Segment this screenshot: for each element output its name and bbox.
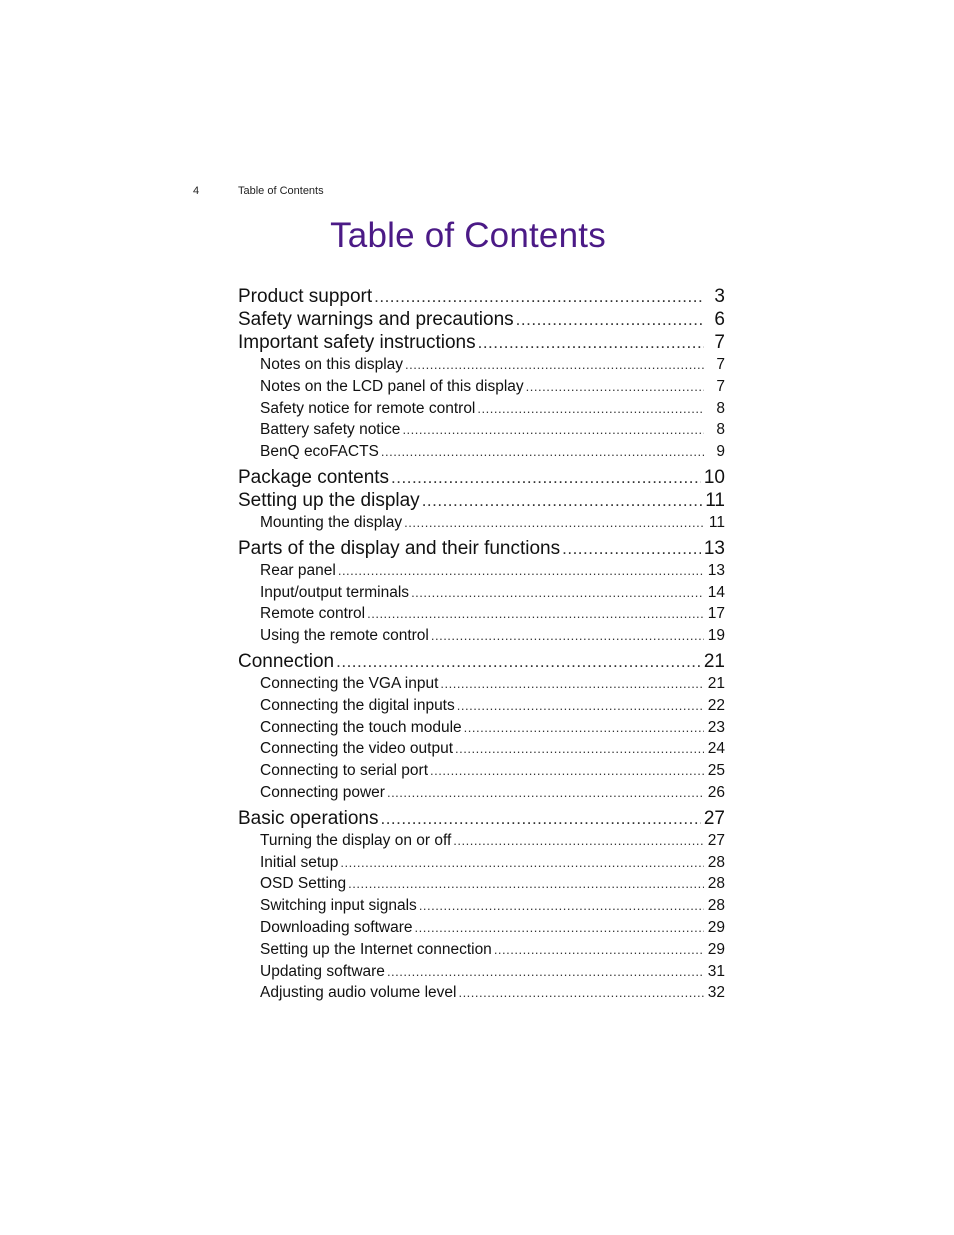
toc-entry-page-number: 26: [707, 783, 725, 801]
toc-leader-dots: [526, 376, 704, 398]
toc-section-entry[interactable]: [238, 939, 725, 961]
table-of-contents: [238, 285, 725, 1004]
running-header: [193, 184, 324, 198]
toc-entry-page-number: 10: [703, 466, 725, 488]
toc-section-entry[interactable]: [238, 582, 725, 604]
toc-entry-label: Downloading software: [260, 918, 413, 936]
toc-chapter-entry[interactable]: [238, 489, 725, 512]
toc-leader-dots: [367, 603, 704, 625]
toc-leader-dots: [387, 782, 704, 804]
toc-entry-label: Initial setup: [260, 853, 339, 871]
toc-entry-page-number: 31: [707, 962, 725, 980]
toc-entry-label: Rear panel: [260, 561, 336, 579]
toc-entry-page-number: 22: [707, 696, 725, 714]
toc-entry-label: Parts of the display and their functions: [238, 537, 561, 559]
toc-section-entry[interactable]: [238, 441, 725, 463]
toc-section-entry[interactable]: [238, 560, 725, 582]
toc-entry-page-number: 28: [707, 897, 725, 915]
toc-chapter-entry[interactable]: [238, 807, 725, 830]
toc-entry-label: Adjusting audio volume level: [260, 984, 457, 1002]
toc-entry-label: Safety notice for remote control: [260, 399, 476, 417]
toc-entry-page-number: 29: [707, 940, 725, 958]
toc-entry-label: Setting up the display: [238, 489, 420, 511]
toc-leader-dots: [453, 830, 704, 852]
toc-section-entry[interactable]: [238, 695, 725, 717]
toc-leader-dots: [494, 939, 704, 961]
toc-entry-page-number: 23: [707, 718, 725, 736]
toc-leader-dots: [419, 895, 704, 917]
toc-chapter-entry[interactable]: [238, 285, 725, 308]
toc-section-entry[interactable]: [238, 354, 725, 376]
toc-leader-dots: [402, 419, 704, 441]
toc-section-entry[interactable]: [238, 830, 725, 852]
toc-leader-dots: [411, 582, 704, 604]
toc-entry-page-number: 11: [705, 489, 725, 511]
toc-leader-dots: [338, 560, 704, 582]
toc-leader-dots: [340, 852, 704, 874]
toc-section-entry[interactable]: [238, 982, 725, 1004]
toc-entry-label: Turning the display on or off: [260, 831, 452, 849]
toc-chapter-entry[interactable]: [238, 650, 725, 673]
toc-chapter-entry[interactable]: [238, 308, 725, 331]
toc-entry-page-number: 7: [716, 377, 725, 395]
toc-section-entry[interactable]: [238, 782, 725, 804]
toc-leader-dots: [477, 398, 704, 420]
toc-leader-dots: [374, 285, 704, 308]
toc-section-entry[interactable]: [238, 717, 725, 739]
toc-section-entry[interactable]: [238, 917, 725, 939]
toc-entry-page-number: 8: [716, 399, 725, 417]
toc-section-entry[interactable]: [238, 512, 725, 534]
toc-section-entry[interactable]: [238, 603, 725, 625]
toc-entry-label: Product support: [238, 286, 373, 307]
toc-leader-dots: [422, 489, 703, 512]
toc-entry-label: Package contents: [238, 466, 390, 488]
toc-leader-dots: [455, 738, 704, 760]
header-page-number: 4: [193, 185, 200, 197]
toc-leader-dots: [405, 354, 704, 376]
toc-entry-label: Connecting the digital inputs: [260, 696, 455, 714]
toc-entry-label: Connecting the VGA input: [260, 674, 439, 692]
toc-entry-label: Notes on the LCD panel of this display: [260, 377, 524, 395]
toc-leader-dots: [464, 717, 704, 739]
header-running-title: Table of Contents: [238, 185, 324, 197]
toc-entry-page-number: 29: [707, 918, 725, 936]
toc-leader-dots: [380, 807, 700, 830]
toc-entry-page-number: 27: [703, 807, 725, 829]
toc-entry-label: Input/output terminals: [260, 583, 410, 601]
toc-entry-page-number: 28: [707, 853, 725, 871]
toc-entry-page-number: 14: [707, 583, 725, 601]
toc-entry-page-number: 32: [707, 984, 725, 1002]
toc-section-entry[interactable]: [238, 738, 725, 760]
toc-leader-dots: [387, 961, 704, 983]
toc-entry-page-number: 7: [716, 356, 725, 373]
toc-entry-label: Basic operations: [238, 807, 379, 829]
toc-entry-page-number: 11: [708, 513, 725, 531]
toc-leader-dots: [348, 873, 704, 895]
toc-entry-label: Connecting the video output: [260, 740, 454, 758]
toc-leader-dots: [562, 537, 701, 560]
toc-entry-page-number: 21: [707, 674, 725, 692]
toc-chapter-entry[interactable]: [238, 537, 725, 560]
toc-section-entry[interactable]: [238, 873, 725, 895]
toc-entry-label: Notes on this display: [260, 356, 404, 373]
toc-leader-dots: [430, 760, 704, 782]
toc-section-entry[interactable]: [238, 852, 725, 874]
toc-entry-page-number: 25: [707, 762, 725, 780]
toc-section-entry[interactable]: [238, 419, 725, 441]
toc-section-entry[interactable]: [238, 760, 725, 782]
toc-entry-page-number: 21: [703, 650, 725, 672]
toc-entry-page-number: 17: [707, 605, 725, 623]
toc-entry-page-number: 9: [716, 443, 725, 461]
toc-leader-dots: [457, 695, 704, 717]
toc-entry-label: BenQ ecoFACTS: [260, 443, 379, 461]
toc-leader-dots: [336, 650, 701, 673]
toc-entry-page-number: 19: [707, 627, 725, 645]
toc-section-entry[interactable]: [238, 398, 725, 420]
toc-entry-page-number: 27: [707, 831, 725, 849]
toc-entry-page-number: 3: [714, 286, 725, 307]
toc-entry-page-number: 6: [714, 309, 725, 330]
toc-entry-label: Switching input signals: [260, 897, 417, 915]
toc-entry-page-number: 13: [707, 561, 725, 579]
toc-entry-label: Important safety instructions: [238, 332, 476, 353]
toc-entry-label: Connecting to serial port: [260, 762, 429, 780]
toc-section-entry[interactable]: [238, 673, 725, 695]
toc-entry-label: Connecting power: [260, 783, 385, 801]
toc-leader-dots: [516, 308, 704, 331]
toc-leader-dots: [458, 982, 704, 1004]
toc-section-entry[interactable]: [238, 895, 725, 917]
toc-leader-dots: [431, 625, 704, 647]
toc-leader-dots: [478, 331, 704, 354]
toc-entry-page-number: 8: [716, 421, 725, 439]
toc-leader-dots: [391, 466, 701, 489]
toc-section-entry[interactable]: [238, 961, 725, 983]
toc-entry-label: Setting up the Internet connection: [260, 940, 492, 958]
toc-entry-page-number: 24: [707, 740, 725, 758]
toc-entry-label: Remote control: [260, 605, 366, 623]
toc-entry-label: Using the remote control: [260, 627, 429, 645]
toc-leader-dots: [381, 441, 704, 463]
toc-chapter-entry[interactable]: [238, 331, 725, 354]
toc-leader-dots: [415, 917, 704, 939]
toc-entry-label: Safety warnings and precautions: [238, 309, 514, 330]
toc-entry-label: Battery safety notice: [260, 421, 401, 439]
toc-entry-label: Mounting the display: [260, 513, 403, 531]
toc-section-entry[interactable]: [238, 376, 725, 398]
toc-entry-page-number: 28: [707, 875, 725, 893]
toc-leader-dots: [404, 512, 704, 534]
toc-entry-label: Connection: [238, 650, 335, 672]
toc-entry-page-number: 13: [703, 537, 725, 559]
toc-entry-label: Connecting the touch module: [260, 718, 462, 736]
toc-chapter-entry[interactable]: [238, 466, 725, 489]
toc-entry-label: Updating software: [260, 962, 385, 980]
page-title: Table of Contents: [330, 216, 606, 255]
toc-leader-dots: [440, 673, 704, 695]
toc-section-entry[interactable]: [238, 625, 725, 647]
toc-entry-label: OSD Setting: [260, 875, 347, 893]
toc-entry-page-number: 7: [714, 332, 725, 353]
